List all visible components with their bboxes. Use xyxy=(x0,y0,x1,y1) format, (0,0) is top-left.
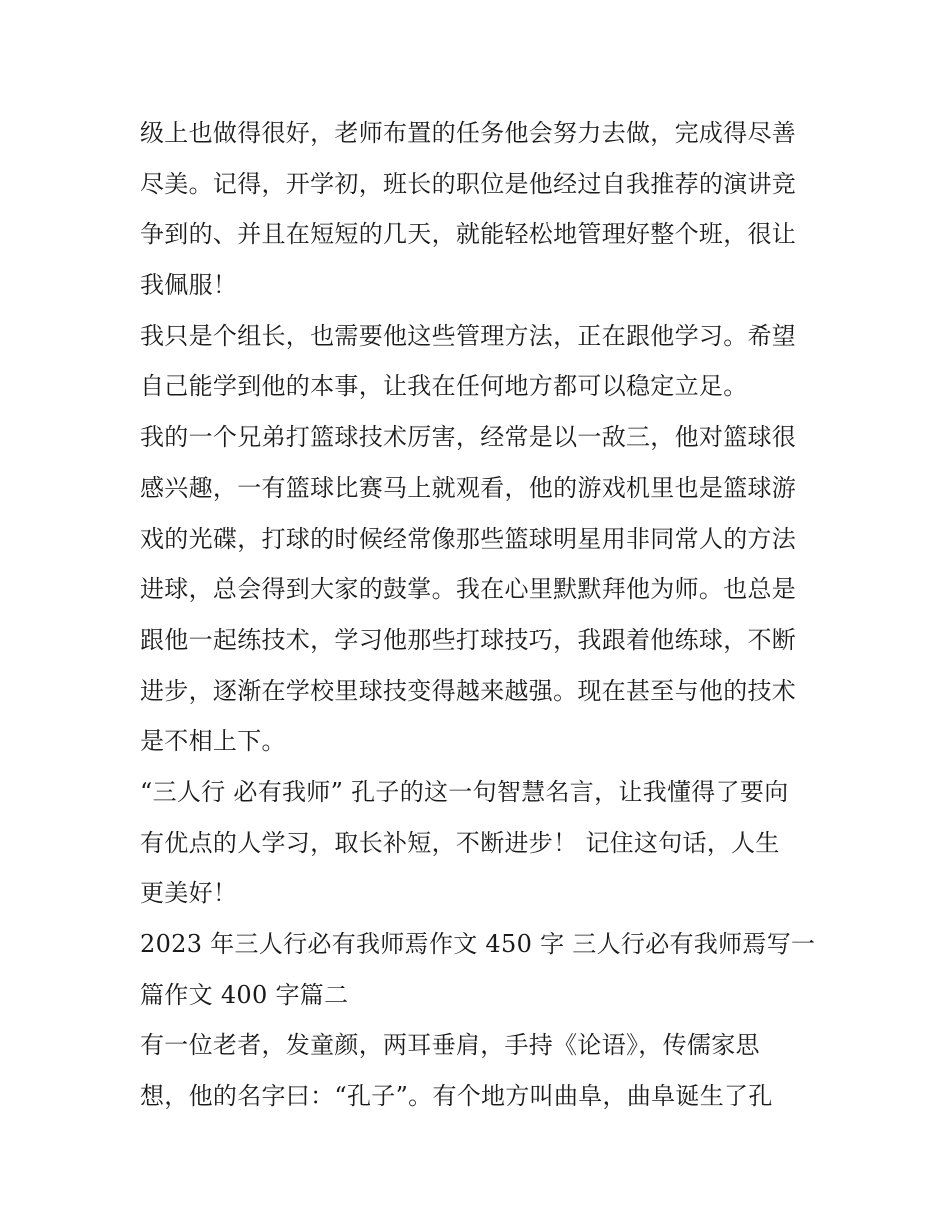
text-line: 我佩服！ xyxy=(140,271,238,300)
text-line: 有优点的人学习，取长补短，不断进步！ 记住这句话，人生 xyxy=(140,828,780,857)
paragraph-confucius-quote xyxy=(140,767,830,919)
text-line: “三人行 必有我师” 孔子的这一句智慧名言，让我懂得了要向 xyxy=(140,777,789,806)
text-line: 戏的光碟，打球的时候经常像那些篮球明星用非同常人的方法 xyxy=(140,524,797,553)
text-line: 我的一个兄弟打篮球技术厉害，经常是以一敌三，他对篮球很 xyxy=(140,423,797,452)
text-line: 进球，总会得到大家的鼓掌。我在心里默默拜他为师。也总是 xyxy=(140,575,797,604)
text-line: 想，他的名字曰：“孔子”。有个地方叫曲阜，曲阜诞生了孔 xyxy=(140,1082,773,1111)
text-line: 进步，逐渐在学校里球技变得越来越强。现在甚至与他的技术 xyxy=(140,676,797,705)
text-line: 感兴趣，一有篮球比赛马上就观看，他的游戏机里也是篮球游 xyxy=(140,473,797,502)
heading-line: 2023 年三人行必有我师焉作文 450 字 三人行必有我师焉写一 xyxy=(140,930,816,958)
text-line: 级上也做得很好，老师布置的任务他会努力去做，完成得尽善 xyxy=(140,119,797,147)
text-line: 尽美。记得，开学初，班长的职位是他经过自我推荐的演讲竞 xyxy=(140,169,797,198)
paragraph-class-monitor xyxy=(140,108,830,311)
text-line: 是不相上下。 xyxy=(140,727,286,756)
text-line: 我只是个组长，也需要他这些管理方法，正在跟他学习。希望 xyxy=(140,321,797,350)
text-line: 自己能学到他的本事，让我在任何地方都可以稳定立足。 xyxy=(140,372,748,401)
paragraph-confucius-intro xyxy=(140,1020,830,1121)
text-line: 有一位老者，发童颜，两耳垂肩，手持《论语》，传儒家思 xyxy=(140,1031,760,1060)
text-line: 跟他一起练技术，学习他那些打球技巧，我跟着他练球，不断 xyxy=(140,625,797,654)
text-line: 争到的、并且在短短的几天，就能轻松地管理好整个班，很让 xyxy=(140,220,797,249)
paragraph-group-leader xyxy=(140,311,830,412)
document-body xyxy=(140,108,830,1122)
heading-line: 篇作文 400 字篇二 xyxy=(140,980,349,1009)
paragraph-basketball xyxy=(140,412,830,767)
text-line: 更美好！ xyxy=(140,879,238,908)
section-heading xyxy=(140,919,830,1020)
